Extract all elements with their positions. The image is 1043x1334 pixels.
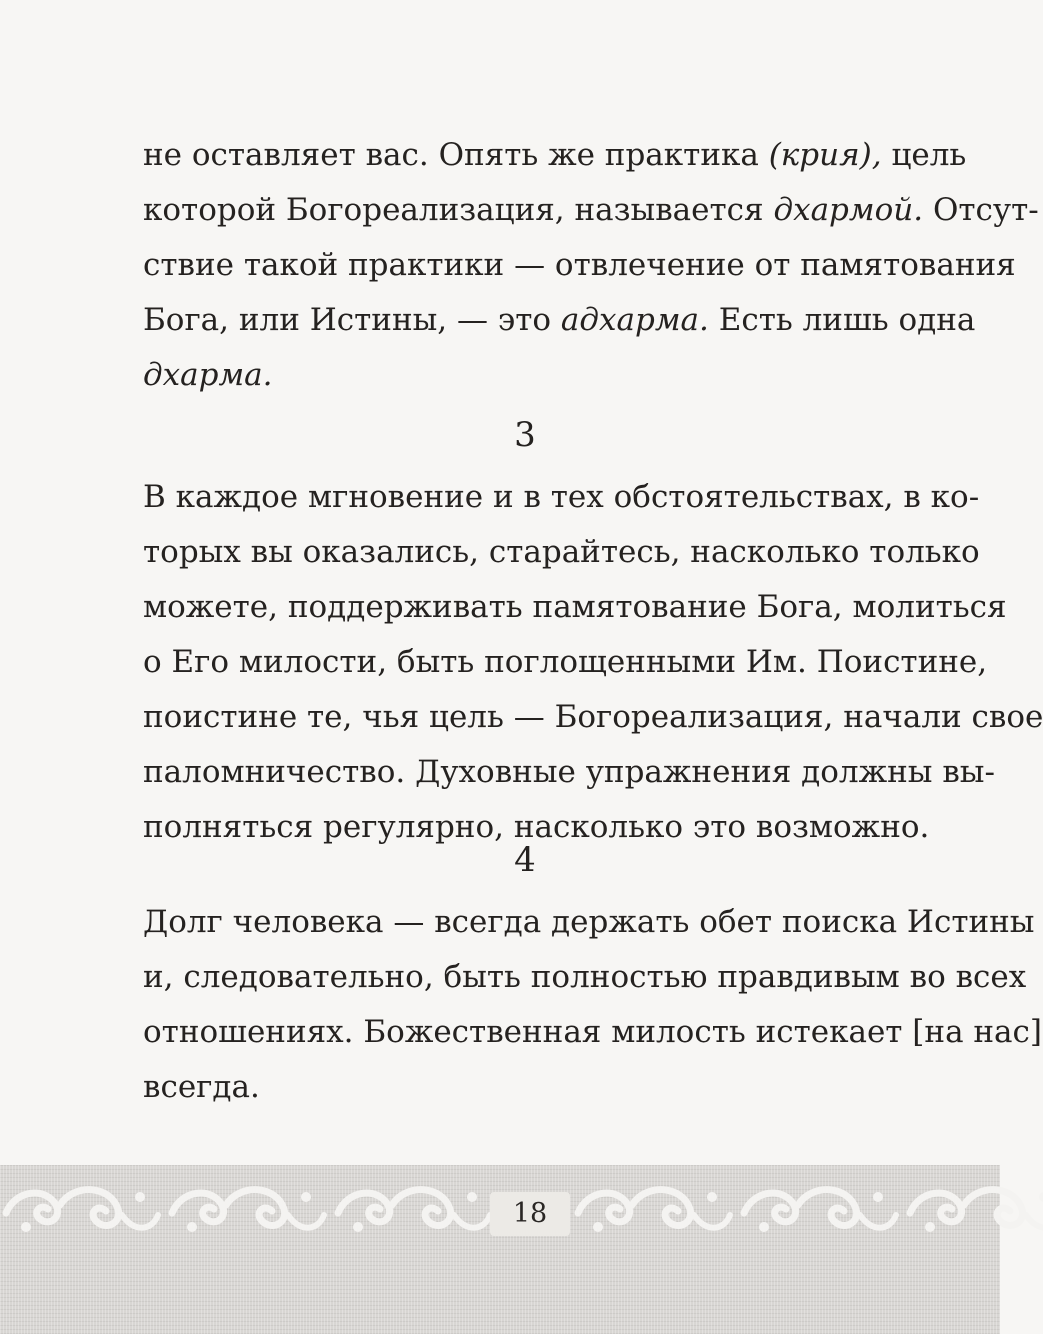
paragraph-continuation	[143, 128, 1039, 403]
text-line: отношениях. Божественная милость истекает [на нас]	[143, 1014, 1042, 1050]
section-4-text	[143, 895, 1042, 1115]
text-line: Бога, или Истины, — это адхарма. Есть лишь одна	[143, 302, 976, 338]
text-line: всегда.	[143, 1069, 260, 1105]
text-line: можете, поддерживать памятование Бога, молиться	[143, 589, 1007, 625]
text-line: паломничество. Духовные упражнения должны вы-	[143, 754, 995, 790]
section-number-4: 4	[514, 840, 536, 880]
text-line: поистине те, чья цель — Богореализация, начали свое	[143, 699, 1043, 735]
section-3-text	[143, 470, 1043, 855]
text-line: которой Богореализация, называется дхармой. Отсут-	[143, 192, 1039, 228]
text-line: полняться регулярно, насколько это возможно.	[143, 809, 930, 845]
text-line: В каждое мгновение и в тех обстоятельствах, в ко-	[143, 479, 980, 515]
page-number: 18	[512, 1198, 548, 1229]
text-line: не оставляет вас. Опять же практика (крия), цель	[143, 137, 967, 173]
italic-term: дхарма.	[143, 357, 273, 393]
italic-term: адхарма.	[560, 302, 709, 338]
text-line: и, следовательно, быть полностью правдивым во всех	[143, 959, 1027, 995]
italic-term: дхармой.	[773, 192, 924, 228]
text-line: о Его милости, быть поглощенными Им. Поистине,	[143, 644, 988, 680]
text-line: ствие такой практики — отвлечение от памятования	[143, 247, 1016, 283]
text-line: торых вы оказались, старайтесь, насколько только	[143, 534, 980, 570]
italic-term: (крия),	[768, 137, 882, 173]
section-number-3: 3	[514, 415, 536, 455]
text-line: Долг человека — всегда держать обет поиска Истины	[143, 904, 1035, 940]
text-line	[143, 348, 915, 403]
